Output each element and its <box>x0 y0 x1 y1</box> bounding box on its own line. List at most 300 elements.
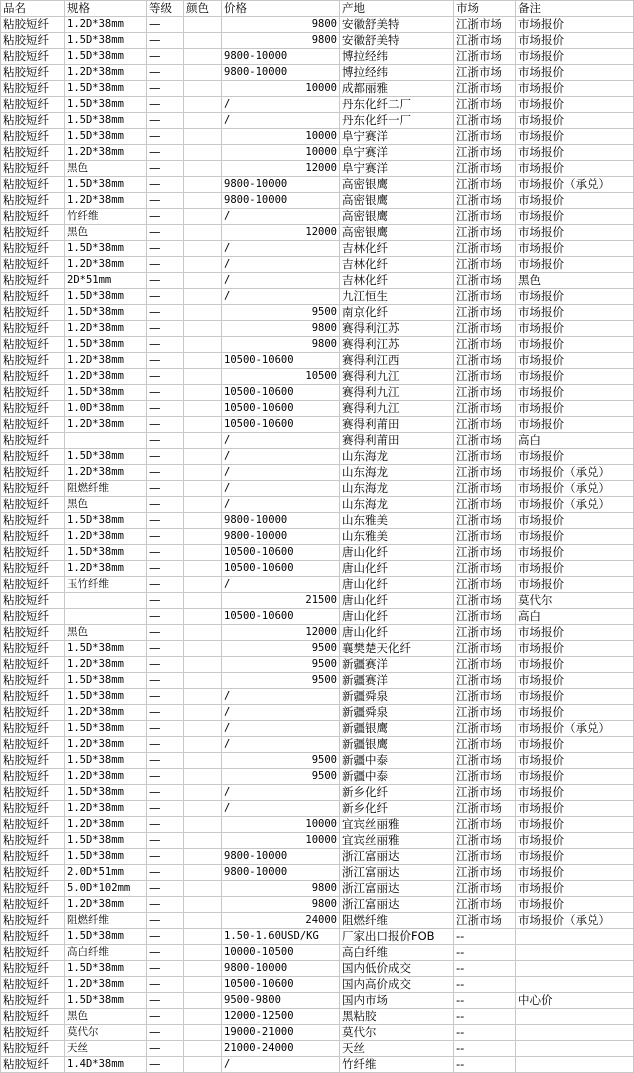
table-row <box>1 417 634 433</box>
table-row <box>1 65 634 81</box>
color-cell <box>184 273 222 289</box>
product-name-cell: 粘胶短纤 <box>1 369 65 385</box>
table-row <box>1 881 634 897</box>
grade-cell: — <box>147 465 184 481</box>
grade-cell: — <box>147 1025 184 1041</box>
product-name-cell: 粘胶短纤 <box>1 145 65 161</box>
origin-cell: 莫代尔 <box>340 1025 454 1041</box>
spec-cell: 黑色 <box>65 1009 147 1025</box>
spec-cell: 1.5D*38mm <box>65 177 147 193</box>
note-cell: 高白 <box>516 433 634 449</box>
product-name-cell: 粘胶短纤 <box>1 849 65 865</box>
table-row <box>1 113 634 129</box>
note-cell <box>516 977 634 993</box>
note-cell: 市场报价 <box>516 705 634 721</box>
color-cell <box>184 737 222 753</box>
grade-cell: — <box>147 209 184 225</box>
note-cell: 市场报价 <box>516 577 634 593</box>
origin-cell: 新疆银鹰 <box>340 721 454 737</box>
price-cell: 12000 <box>222 225 340 241</box>
table-row <box>1 129 634 145</box>
spec-cell: 1.2D*38mm <box>65 897 147 913</box>
market-cell: 江浙市场 <box>454 737 516 753</box>
market-cell: 江浙市场 <box>454 433 516 449</box>
product-name-cell: 粘胶短纤 <box>1 321 65 337</box>
origin-cell: 博拉经纬 <box>340 49 454 65</box>
table-row <box>1 433 634 449</box>
origin-cell: 厂家出口报价FOB <box>340 929 454 945</box>
color-cell <box>184 849 222 865</box>
price-cell: 9800-10000 <box>222 961 340 977</box>
origin-cell: 山东海龙 <box>340 449 454 465</box>
market-cell: 江浙市场 <box>454 609 516 625</box>
price-cell: / <box>222 449 340 465</box>
price-cell: 9500 <box>222 769 340 785</box>
color-cell <box>184 993 222 1009</box>
product-name-cell: 粘胶短纤 <box>1 273 65 289</box>
price-cell: 9800 <box>222 897 340 913</box>
note-cell: 市场报价 <box>516 369 634 385</box>
origin-cell: 宜宾丝丽雅 <box>340 817 454 833</box>
price-cell: / <box>222 1057 340 1073</box>
origin-cell: 吉林化纤 <box>340 257 454 273</box>
color-cell <box>184 865 222 881</box>
grade-cell: — <box>147 929 184 945</box>
product-name-cell: 粘胶短纤 <box>1 481 65 497</box>
market-cell: -- <box>454 945 516 961</box>
note-cell: 市场报价 <box>516 257 634 273</box>
product-name-cell: 粘胶短纤 <box>1 657 65 673</box>
grade-cell: — <box>147 561 184 577</box>
spec-cell <box>65 433 147 449</box>
product-name-cell: 粘胶短纤 <box>1 289 65 305</box>
product-name-cell: 粘胶短纤 <box>1 945 65 961</box>
table-row <box>1 321 634 337</box>
product-name-cell: 粘胶短纤 <box>1 17 65 33</box>
spec-cell: 竹纤维 <box>65 209 147 225</box>
grade-cell: — <box>147 241 184 257</box>
product-name-cell: 粘胶短纤 <box>1 385 65 401</box>
spec-cell: 1.2D*38mm <box>65 369 147 385</box>
origin-cell: 高密银鹰 <box>340 177 454 193</box>
table-row <box>1 161 634 177</box>
price-cell: 9500 <box>222 305 340 321</box>
market-cell: 江浙市场 <box>454 897 516 913</box>
market-cell: 江浙市场 <box>454 673 516 689</box>
market-cell: 江浙市场 <box>454 849 516 865</box>
table-row <box>1 1025 634 1041</box>
product-name-cell: 粘胶短纤 <box>1 209 65 225</box>
market-cell: -- <box>454 1057 516 1073</box>
origin-cell: 山东海龙 <box>340 481 454 497</box>
market-cell: 江浙市场 <box>454 817 516 833</box>
market-cell: 江浙市场 <box>454 769 516 785</box>
market-cell: 江浙市场 <box>454 801 516 817</box>
market-cell: 江浙市场 <box>454 785 516 801</box>
spec-cell: 1.5D*38mm <box>65 929 147 945</box>
product-name-cell: 粘胶短纤 <box>1 449 65 465</box>
origin-cell: 竹纤维 <box>340 1057 454 1073</box>
grade-cell: — <box>147 257 184 273</box>
table-row <box>1 49 634 65</box>
price-cell: / <box>222 689 340 705</box>
table-row <box>1 353 634 369</box>
market-cell: 江浙市场 <box>454 321 516 337</box>
spec-cell: 1.5D*38mm <box>65 993 147 1009</box>
origin-cell: 浙江富丽达 <box>340 881 454 897</box>
spec-cell: 1.4D*38mm <box>65 1057 147 1073</box>
origin-cell: 高密银鹰 <box>340 193 454 209</box>
table-row <box>1 337 634 353</box>
spec-cell: 1.5D*38mm <box>65 673 147 689</box>
grade-cell: — <box>147 593 184 609</box>
origin-cell: 高白纤维 <box>340 945 454 961</box>
price-cell: 10500-10600 <box>222 609 340 625</box>
grade-cell: — <box>147 113 184 129</box>
color-cell <box>184 433 222 449</box>
spec-cell: 1.2D*38mm <box>65 193 147 209</box>
color-cell <box>184 97 222 113</box>
market-cell: 江浙市场 <box>454 113 516 129</box>
header-origin: 产地 <box>340 1 454 17</box>
origin-cell: 成都丽雅 <box>340 81 454 97</box>
color-cell <box>184 33 222 49</box>
table-row <box>1 785 634 801</box>
origin-cell: 博拉经纬 <box>340 65 454 81</box>
price-cell: 9800 <box>222 337 340 353</box>
spec-cell: 1.2D*38mm <box>65 353 147 369</box>
market-cell: 江浙市场 <box>454 577 516 593</box>
origin-cell: 赛得利九江 <box>340 401 454 417</box>
spec-cell: 1.5D*38mm <box>65 337 147 353</box>
color-cell <box>184 1057 222 1073</box>
product-name-cell: 粘胶短纤 <box>1 1057 65 1073</box>
origin-cell: 黑粘胶 <box>340 1009 454 1025</box>
header-product-name: 品名 <box>1 1 65 17</box>
market-cell: 江浙市场 <box>454 369 516 385</box>
table-row <box>1 1041 634 1057</box>
origin-cell: 赛得利莆田 <box>340 417 454 433</box>
grade-cell: — <box>147 81 184 97</box>
note-cell: 市场报价（承兑） <box>516 913 634 929</box>
grade-cell: — <box>147 625 184 641</box>
table-row <box>1 913 634 929</box>
color-cell <box>184 289 222 305</box>
market-cell: 江浙市场 <box>454 177 516 193</box>
table-row <box>1 753 634 769</box>
grade-cell: — <box>147 721 184 737</box>
market-cell: 江浙市场 <box>454 417 516 433</box>
spec-cell: 1.5D*38mm <box>65 129 147 145</box>
grade-cell: — <box>147 401 184 417</box>
note-cell: 高白 <box>516 609 634 625</box>
market-cell: 江浙市场 <box>454 513 516 529</box>
market-cell: 江浙市场 <box>454 865 516 881</box>
color-cell <box>184 897 222 913</box>
table-row <box>1 625 634 641</box>
grade-cell: — <box>147 753 184 769</box>
price-cell: 9800-10000 <box>222 65 340 81</box>
color-cell <box>184 321 222 337</box>
price-cell: / <box>222 97 340 113</box>
table-row <box>1 465 634 481</box>
color-cell <box>184 801 222 817</box>
product-name-cell: 粘胶短纤 <box>1 785 65 801</box>
spec-cell: 玉竹纤维 <box>65 577 147 593</box>
origin-cell: 阜宁赛洋 <box>340 145 454 161</box>
note-cell: 市场报价（承兑） <box>516 497 634 513</box>
table-row <box>1 977 634 993</box>
spec-cell: 1.5D*38mm <box>65 545 147 561</box>
grade-cell: — <box>147 449 184 465</box>
note-cell: 市场报价 <box>516 641 634 657</box>
spec-cell: 1.5D*38mm <box>65 81 147 97</box>
note-cell: 市场报价 <box>516 321 634 337</box>
grade-cell: — <box>147 305 184 321</box>
header-market: 市场 <box>454 1 516 17</box>
market-cell: 江浙市场 <box>454 305 516 321</box>
spec-cell: 1.5D*38mm <box>65 385 147 401</box>
grade-cell: — <box>147 129 184 145</box>
price-cell: 9800 <box>222 17 340 33</box>
origin-cell: 国内市场 <box>340 993 454 1009</box>
market-cell: 江浙市场 <box>454 81 516 97</box>
market-cell: 江浙市场 <box>454 337 516 353</box>
price-cell: 10500-10600 <box>222 977 340 993</box>
origin-cell: 丹东化纤一厂 <box>340 113 454 129</box>
product-name-cell: 粘胶短纤 <box>1 193 65 209</box>
market-cell: 江浙市场 <box>454 465 516 481</box>
color-cell <box>184 609 222 625</box>
color-cell <box>184 481 222 497</box>
spec-cell: 1.5D*38mm <box>65 33 147 49</box>
product-name-cell: 粘胶短纤 <box>1 401 65 417</box>
price-cell: 21000-24000 <box>222 1041 340 1057</box>
table-row <box>1 737 634 753</box>
origin-cell: 浙江富丽达 <box>340 849 454 865</box>
grade-cell: — <box>147 17 184 33</box>
origin-cell: 赛得利莆田 <box>340 433 454 449</box>
market-cell: 江浙市场 <box>454 193 516 209</box>
note-cell: 市场报价 <box>516 897 634 913</box>
spec-cell: 阻燃纤维 <box>65 481 147 497</box>
market-cell: -- <box>454 1041 516 1057</box>
grade-cell: — <box>147 977 184 993</box>
spec-cell: 1.5D*38mm <box>65 289 147 305</box>
spec-cell: 1.2D*38mm <box>65 17 147 33</box>
origin-cell: 山东雅美 <box>340 529 454 545</box>
origin-cell: 唐山化纤 <box>340 545 454 561</box>
origin-cell: 阻燃纤维 <box>340 913 454 929</box>
spec-cell: 1.2D*38mm <box>65 737 147 753</box>
color-cell <box>184 913 222 929</box>
note-cell: 黑色 <box>516 273 634 289</box>
color-cell <box>184 881 222 897</box>
grade-cell: — <box>147 193 184 209</box>
note-cell: 市场报价 <box>516 625 634 641</box>
grade-cell: — <box>147 481 184 497</box>
price-cell: 9800 <box>222 881 340 897</box>
origin-cell: 吉林化纤 <box>340 241 454 257</box>
color-cell <box>184 49 222 65</box>
origin-cell: 南京化纤 <box>340 305 454 321</box>
spec-cell: 1.5D*38mm <box>65 785 147 801</box>
color-cell <box>184 65 222 81</box>
table-row <box>1 145 634 161</box>
note-cell: 中心价 <box>516 993 634 1009</box>
grade-cell: — <box>147 737 184 753</box>
grade-cell: — <box>147 273 184 289</box>
market-cell: 江浙市场 <box>454 497 516 513</box>
origin-cell: 安徽舒美特 <box>340 17 454 33</box>
price-cell: 10000 <box>222 145 340 161</box>
product-name-cell: 粘胶短纤 <box>1 225 65 241</box>
spec-cell: 1.5D*38mm <box>65 961 147 977</box>
grade-cell: — <box>147 689 184 705</box>
grade-cell: — <box>147 849 184 865</box>
note-cell: 市场报价 <box>516 241 634 257</box>
note-cell: 市场报价 <box>516 865 634 881</box>
color-cell <box>184 209 222 225</box>
color-cell <box>184 241 222 257</box>
price-cell: / <box>222 241 340 257</box>
table-row <box>1 401 634 417</box>
product-name-cell: 粘胶短纤 <box>1 241 65 257</box>
spec-cell: 1.5D*38mm <box>65 641 147 657</box>
price-cell: / <box>222 497 340 513</box>
market-cell: 江浙市场 <box>454 625 516 641</box>
color-cell <box>184 401 222 417</box>
spec-cell: 1.2D*38mm <box>65 465 147 481</box>
market-cell: 江浙市场 <box>454 49 516 65</box>
table-body <box>1 17 634 1073</box>
table-row <box>1 241 634 257</box>
price-cell: 9800 <box>222 33 340 49</box>
spec-cell: 黑色 <box>65 497 147 513</box>
origin-cell: 新疆赛洋 <box>340 657 454 673</box>
note-cell: 市场报价 <box>516 689 634 705</box>
price-cell: / <box>222 737 340 753</box>
note-cell: 市场报价 <box>516 561 634 577</box>
origin-cell: 新疆中泰 <box>340 753 454 769</box>
table-row <box>1 209 634 225</box>
spec-cell: 1.5D*38mm <box>65 721 147 737</box>
grade-cell: — <box>147 801 184 817</box>
price-cell: 10000 <box>222 129 340 145</box>
spec-cell: 1.2D*38mm <box>65 561 147 577</box>
market-cell: 江浙市场 <box>454 17 516 33</box>
table-row <box>1 225 634 241</box>
note-cell: 市场报价 <box>516 81 634 97</box>
product-name-cell: 粘胶短纤 <box>1 81 65 97</box>
color-cell <box>184 17 222 33</box>
product-name-cell: 粘胶短纤 <box>1 561 65 577</box>
note-cell: 市场报价 <box>516 401 634 417</box>
note-cell <box>516 961 634 977</box>
origin-cell: 山东海龙 <box>340 465 454 481</box>
origin-cell: 襄樊楚天化纤 <box>340 641 454 657</box>
grade-cell: — <box>147 529 184 545</box>
note-cell: 市场报价 <box>516 657 634 673</box>
table-row <box>1 193 634 209</box>
note-cell: 市场报价 <box>516 529 634 545</box>
color-cell <box>184 577 222 593</box>
market-cell: 江浙市场 <box>454 721 516 737</box>
note-cell: 市场报价 <box>516 17 634 33</box>
note-cell: 市场报价 <box>516 209 634 225</box>
note-cell: 市场报价 <box>516 49 634 65</box>
grade-cell: — <box>147 865 184 881</box>
header-note: 备注 <box>516 1 634 17</box>
market-cell: 江浙市场 <box>454 225 516 241</box>
origin-cell: 唐山化纤 <box>340 561 454 577</box>
spec-cell <box>65 593 147 609</box>
price-cell: 9500 <box>222 657 340 673</box>
origin-cell: 新疆赛洋 <box>340 673 454 689</box>
market-cell: 江浙市场 <box>454 145 516 161</box>
spec-cell: 1.5D*38mm <box>65 449 147 465</box>
spec-cell: 1.5D*38mm <box>65 513 147 529</box>
table-row <box>1 849 634 865</box>
price-cell: 10500-10600 <box>222 401 340 417</box>
note-cell: 市场报价 <box>516 337 634 353</box>
origin-cell: 国内低价成交 <box>340 961 454 977</box>
product-name-cell: 粘胶短纤 <box>1 705 65 721</box>
price-cell: 10500 <box>222 369 340 385</box>
market-cell: 江浙市场 <box>454 161 516 177</box>
product-name-cell: 粘胶短纤 <box>1 673 65 689</box>
origin-cell: 唐山化纤 <box>340 593 454 609</box>
price-cell: 12000 <box>222 625 340 641</box>
spec-cell: 黑色 <box>65 225 147 241</box>
color-cell <box>184 561 222 577</box>
table-row <box>1 929 634 945</box>
spec-cell: 1.2D*38mm <box>65 321 147 337</box>
price-cell: 9800 <box>222 321 340 337</box>
price-cell: 9500 <box>222 753 340 769</box>
market-cell: 江浙市场 <box>454 289 516 305</box>
note-cell <box>516 1025 634 1041</box>
table-row <box>1 17 634 33</box>
price-cell: 9500 <box>222 673 340 689</box>
price-cell: 12000-12500 <box>222 1009 340 1025</box>
price-cell: 9800-10000 <box>222 529 340 545</box>
price-cell: / <box>222 113 340 129</box>
table-row <box>1 673 634 689</box>
market-cell: 江浙市场 <box>454 657 516 673</box>
origin-cell: 赛得利江苏 <box>340 337 454 353</box>
color-cell <box>184 385 222 401</box>
spec-cell: 1.5D*38mm <box>65 753 147 769</box>
spec-cell: 1.5D*38mm <box>65 849 147 865</box>
product-name-cell: 粘胶短纤 <box>1 609 65 625</box>
note-cell: 市场报价（承兑） <box>516 177 634 193</box>
product-name-cell: 粘胶短纤 <box>1 721 65 737</box>
grade-cell: — <box>147 897 184 913</box>
table-row <box>1 305 634 321</box>
spec-cell: 1.5D*38mm <box>65 113 147 129</box>
origin-cell: 新疆银鹰 <box>340 737 454 753</box>
spec-cell: 1.2D*38mm <box>65 705 147 721</box>
table-row <box>1 561 634 577</box>
market-cell: 江浙市场 <box>454 401 516 417</box>
grade-cell: — <box>147 609 184 625</box>
spec-cell: 阻燃纤维 <box>65 913 147 929</box>
grade-cell: — <box>147 577 184 593</box>
spec-cell: 1.2D*38mm <box>65 769 147 785</box>
table-row <box>1 961 634 977</box>
color-cell <box>184 129 222 145</box>
